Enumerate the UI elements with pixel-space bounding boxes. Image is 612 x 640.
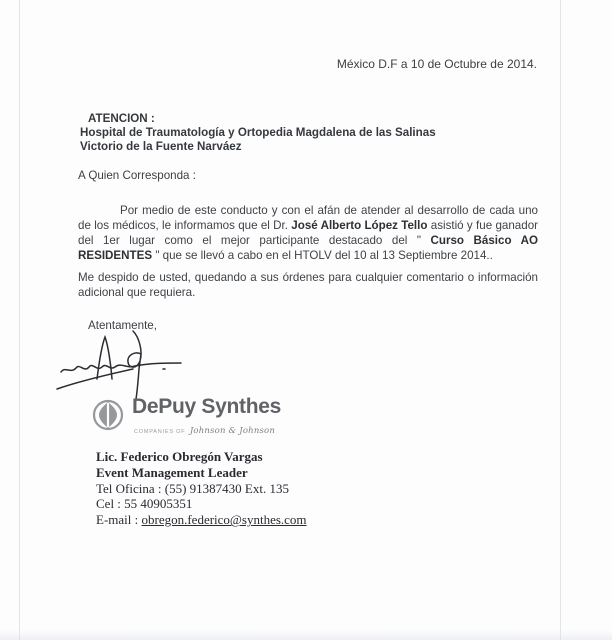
logo-text-column bbox=[132, 395, 281, 438]
closing-salutation: Atentamente, bbox=[88, 319, 157, 332]
depuy-synthes-orb-icon bbox=[90, 397, 126, 433]
letter-date: México D.F a 10 de Octubre de 2014. bbox=[336, 57, 537, 71]
course-name: Curso Básico AO RESIDENTES bbox=[78, 234, 538, 262]
contact-name: Lic. Federico Obregón Vargas bbox=[96, 449, 263, 464]
email-label: E-mail : bbox=[96, 512, 142, 528]
salutation: A Quien Corresponda : bbox=[78, 169, 196, 182]
depuy-synthes-logo bbox=[90, 395, 281, 438]
body-paragraph-1 bbox=[78, 203, 538, 263]
contact-cell: Cel : 55 40905351 bbox=[96, 496, 193, 512]
logo-tagline-prefix: COMPANIES OF bbox=[134, 429, 186, 435]
contact-title: Event Management Leader bbox=[96, 464, 248, 480]
page-edge-right bbox=[560, 0, 561, 640]
attention-unit: Victorio de la Fuente Narváez bbox=[80, 140, 242, 153]
contact-phone: Tel Oficina : (55) 91387430 Ext. 135 bbox=[96, 480, 289, 496]
body-text: " que se llevó a cabo en el HTOLV del 10 al 13 Septiembre 2014.. bbox=[152, 249, 493, 262]
signature-contact-block bbox=[96, 449, 307, 528]
attention-block bbox=[80, 112, 436, 154]
attention-hospital: Hospital de Traumatología y Ortopedia Magdalena de las Salinas bbox=[80, 126, 436, 139]
page-edge-left bbox=[19, 0, 20, 640]
body-paragraph-2: Me despido de usted, quedando a sus órdenes para cualquier comentario o información adicional que requiera. bbox=[78, 271, 538, 299]
logo-tagline bbox=[134, 420, 281, 438]
page-edge-bottom bbox=[0, 630, 612, 640]
body-text: Por medio de este conducto y con el afán de atender al desarrollo de cada uno de los médicos, le informamos que el Dr. bbox=[78, 204, 538, 232]
body-text: asistió y fue ganador del 1er lugar como el mejor participante destacado del " bbox=[78, 219, 538, 247]
logo-tagline-script: Johnson & Johnson bbox=[189, 426, 276, 436]
logo-brand-name: DePuy Synthes bbox=[132, 395, 281, 418]
doctor-name: José Alberto López Tello bbox=[291, 219, 428, 232]
contact-email-line bbox=[96, 512, 307, 528]
email-address: obregon.federico@synthes.com bbox=[141, 512, 307, 528]
attention-label: ATENCION : bbox=[88, 112, 155, 125]
